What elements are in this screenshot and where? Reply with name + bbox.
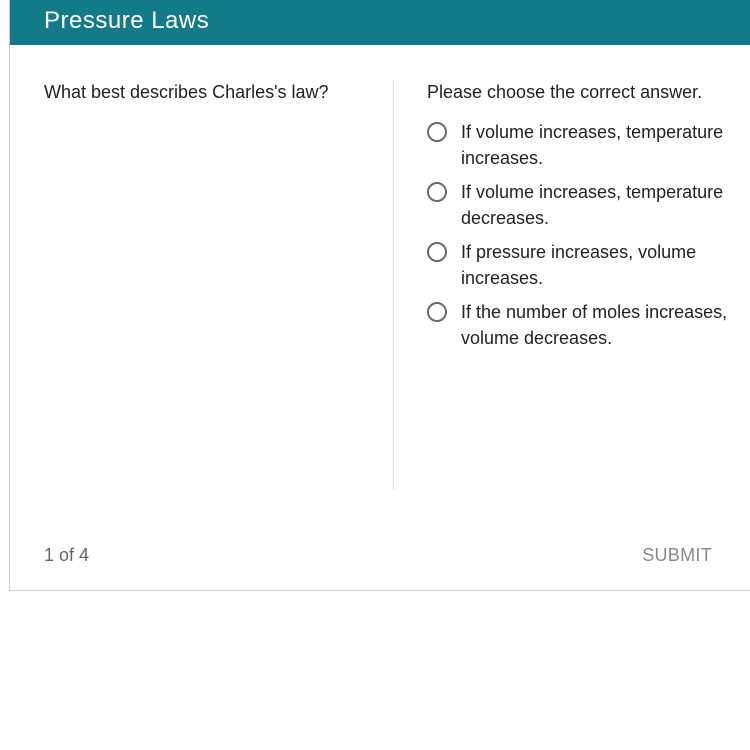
answer-option-3[interactable] bbox=[427, 239, 747, 299]
answer-option-label: If the number of moles increases, volume decreases. bbox=[461, 302, 728, 348]
submit-button[interactable]: SUBMIT bbox=[642, 545, 712, 565]
answer-instruction: Please choose the correct answer. bbox=[427, 82, 703, 102]
answer-option-label: If pressure increases, volume increases. bbox=[461, 242, 697, 288]
quiz-title: Pressure Laws bbox=[44, 7, 210, 34]
radio-button-icon[interactable] bbox=[427, 302, 447, 322]
answer-option-2[interactable] bbox=[427, 179, 747, 239]
question-text: What best describes Charles's law? bbox=[44, 82, 329, 102]
quiz-card bbox=[9, 0, 750, 591]
radio-button-icon[interactable] bbox=[427, 182, 447, 202]
answer-option-4[interactable] bbox=[427, 299, 747, 359]
answer-option-1[interactable] bbox=[427, 119, 747, 179]
radio-button-icon[interactable] bbox=[427, 122, 447, 142]
question-progress: 1 of 4 bbox=[44, 545, 90, 565]
answer-option-label: If volume increases, temperature decreases. bbox=[461, 182, 724, 228]
answer-options bbox=[427, 119, 747, 359]
quiz-header bbox=[10, 0, 750, 45]
radio-button-icon[interactable] bbox=[427, 242, 447, 262]
answer-option-label: If volume increases, temperature increases. bbox=[461, 122, 724, 168]
column-divider bbox=[393, 80, 394, 490]
